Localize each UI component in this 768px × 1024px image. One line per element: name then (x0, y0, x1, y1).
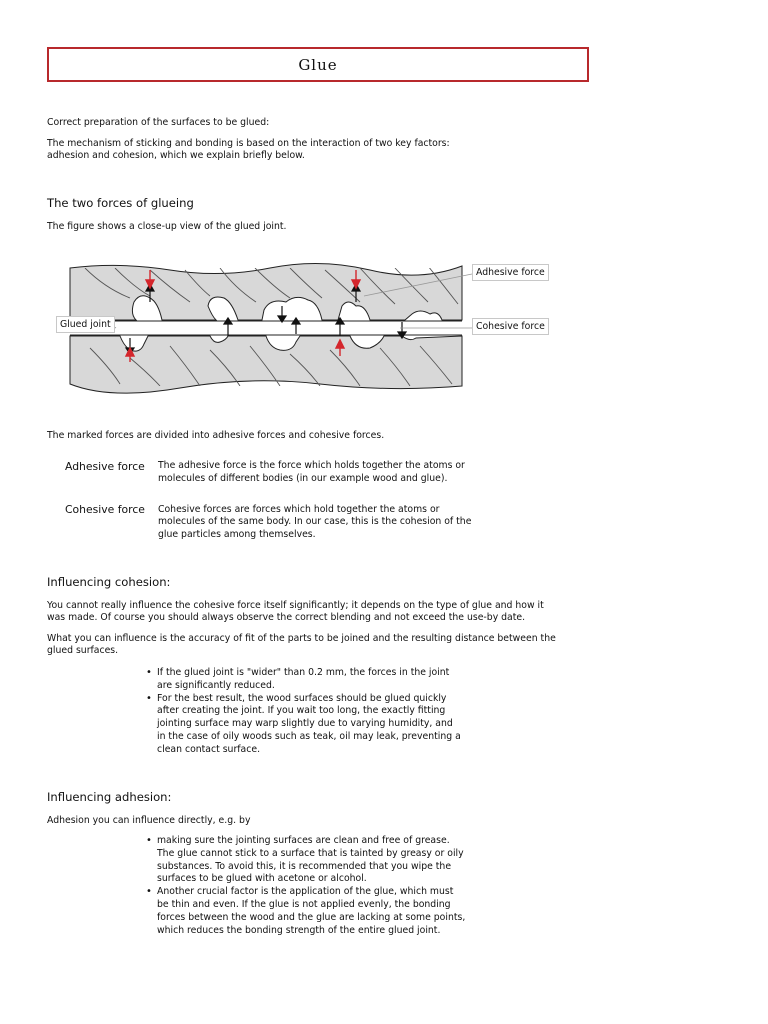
definition-adhesive-line-1: The adhesive force is the force which holds together the atoms or (158, 460, 465, 471)
section-heading-forces: The two forces of glueing (47, 196, 194, 210)
label-cohesive-force: Cohesive force (472, 318, 549, 335)
section-heading-cohesion: Influencing cohesion: (47, 575, 171, 589)
joint-figure (60, 258, 480, 398)
cohesion-p2-line-2: glued surfaces. (47, 645, 119, 656)
cohesion-p2-line-1: What you can influence is the accuracy of fit of the parts to be joined and the resulting distance between the (47, 633, 556, 644)
intro-line-2b: adhesion and cohesion, which we explain briefly below. (47, 150, 305, 161)
cohesion-p1-line-2: was made. Of course you should always observe the correct blending and not exceed the use-by date. (47, 612, 526, 623)
intro-line-1: Correct preparation of the surfaces to be glued: (47, 117, 270, 128)
definition-cohesive-line-1: Cohesive forces are forces which hold together the atoms or (158, 504, 440, 515)
list-item: • making sure the jointing surfaces are clean and free of grease. The glue cannot stick to a surface that is tainted by greasy or oily substances. To avoid this, it is recommended that you wipe the surfaces to be glued with acetone or alcohol. (157, 835, 517, 886)
term-adhesive-force: Adhesive force (65, 460, 145, 473)
definition-cohesive-line-2: molecules of the same body. In our case, this is the cohesion of the (158, 516, 472, 527)
definition-adhesive-line-2: molecules of different bodies (in our example wood and glue). (158, 473, 448, 484)
label-adhesive-force: Adhesive force (472, 264, 549, 281)
list-item: • If the glued joint is "wider" than 0.2 mm, the forces in the joint are significantly reduced. (157, 667, 517, 693)
adhesion-p1: Adhesion you can influence directly, e.g. by (47, 815, 251, 826)
section-heading-adhesion: Influencing adhesion: (47, 790, 172, 804)
page-title: Glue (298, 55, 338, 74)
cohesion-bullet-list (146, 667, 517, 757)
title-box (47, 47, 589, 82)
term-cohesive-force: Cohesive force (65, 503, 145, 516)
adhesion-bullet-list (146, 835, 517, 937)
list-item: • For the best result, the wood surfaces should be glued quickly after creating the joint. If you wait too long, the exactly fitting jointing surface may warp slightly due to varying humidity, and in the case of oily woods such as teak, oil may leak, preventing a clean contact surface. (157, 693, 517, 757)
label-glued-joint: Glued joint (56, 316, 115, 333)
cohesion-p1-line-1: You cannot really influence the cohesive force itself significantly; it depends on the type of glue and how it (47, 600, 544, 611)
list-item: • Another crucial factor is the application of the glue, which must be thin and even. If the glue is not applied evenly, the bonding forces between the wood and the glue are lacking at some points, which reduces the bonding strength of the entire glued joint. (157, 886, 517, 937)
glued-joint-diagram (60, 258, 545, 402)
forces-divided-text: The marked forces are divided into adhesive forces and cohesive forces. (47, 430, 385, 441)
intro-line-2a: The mechanism of sticking and bonding is based on the interaction of two key factors: (47, 138, 450, 149)
figure-caption: The figure shows a close-up view of the glued joint. (47, 221, 287, 232)
definition-cohesive-line-3: glue particles among themselves. (158, 529, 316, 540)
